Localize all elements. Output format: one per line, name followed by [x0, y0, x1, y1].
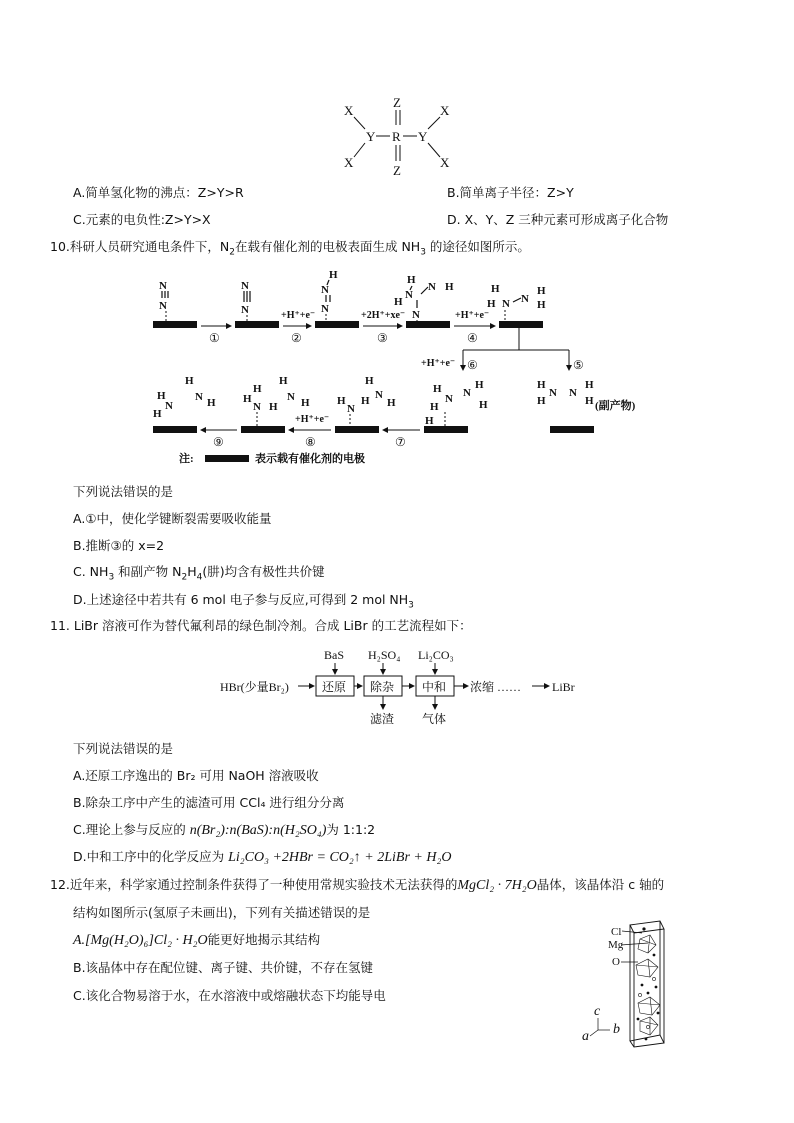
svg-text:H: H: [279, 375, 288, 387]
q10-option-c: C. $NH_3$ 和副产物 $N_2H_4$(肼)均含有极性共价键: [73, 564, 325, 583]
step-5: ⑤: [573, 358, 584, 372]
note-text: 表示载有催化剂的电极: [255, 453, 365, 465]
svg-text:N: N: [412, 309, 420, 321]
svg-text:+H⁺+e⁻: +H⁺+e⁻: [455, 310, 490, 321]
electrode: [499, 321, 543, 328]
q9-structure-diagram: [330, 95, 470, 177]
electrode: [315, 321, 359, 328]
flow-out-gas: 气体: [422, 712, 447, 726]
svg-text:H: H: [337, 395, 346, 407]
electrode: [550, 426, 594, 433]
flow-reagent-bas: BaS: [324, 648, 345, 662]
atom-z: Z: [393, 163, 401, 177]
step-8: ⑧: [305, 435, 316, 449]
label-cl: Cl: [611, 926, 622, 938]
q9-option-c: C.元素的电负性:Z>Y>X: [73, 212, 211, 227]
svg-text:N: N: [549, 387, 557, 399]
svg-text:H: H: [585, 379, 594, 391]
electrode: [153, 321, 197, 328]
label-mg: Mg: [608, 939, 624, 951]
svg-text:N: N: [445, 393, 453, 405]
step-7: ⑦: [395, 435, 406, 449]
q12-stem-line1: 12.近年来，科学家通过控制条件获得了一种使用常规实验技术无法获得的MgCl₂ · 7H₂O晶体，该晶体沿 c 轴的: [50, 877, 665, 893]
flow-box-neutral: 中和: [422, 680, 447, 694]
svg-text:H: H: [537, 379, 546, 391]
svg-text:N: N: [241, 280, 249, 292]
electrode: [424, 426, 468, 433]
svg-text:N: N: [159, 280, 167, 292]
svg-text:N: N: [287, 391, 295, 403]
q11-stem: 11. LiBr 溶液可作为替代氟利昂的绿色制冷剂。合成 LiBr 的工艺流程如下：: [50, 618, 472, 633]
svg-text:H: H: [585, 395, 594, 407]
atom-x: X: [344, 155, 354, 170]
q10-option-b: B.推断③的 x=2: [73, 538, 165, 553]
svg-text:N: N: [159, 300, 167, 312]
step-4: ④: [467, 331, 478, 345]
electrode: [153, 426, 197, 433]
svg-text:N: N: [321, 303, 329, 315]
svg-text:N: N: [165, 400, 173, 412]
q11-option-d: D.中和工序中的化学反应为 Li₂CO₃ +2HBr = CO₂↑ + 2LiBr + H₂O: [73, 849, 452, 865]
svg-text:H: H: [394, 296, 403, 308]
axis-b: b: [613, 1022, 620, 1037]
svg-text:N: N: [405, 289, 413, 301]
step-2: ②: [291, 331, 302, 345]
svg-text:H: H: [253, 383, 262, 395]
svg-text:N: N: [253, 401, 261, 413]
svg-text:H: H: [269, 401, 278, 413]
svg-text:(副产物): (副产物): [595, 400, 636, 412]
flow-product: LiBr: [552, 680, 575, 694]
q12-option-a: A.[Mg(H₂O)₆]Cl₂ · H₂O能更好地揭示其结构: [73, 932, 321, 948]
q12-crystal-diagram: [578, 915, 688, 1050]
svg-text:H: H: [361, 395, 370, 407]
step-6: ⑥: [467, 358, 478, 372]
svg-text:H: H: [365, 375, 374, 387]
svg-text:H: H: [387, 397, 396, 409]
q12-stem-line2: 结构如图所示(氢原子未画出)，下列有关描述错误的是: [73, 905, 371, 920]
svg-text:N: N: [502, 298, 510, 310]
note-prefix: 注:: [179, 453, 194, 465]
svg-text:N: N: [241, 304, 249, 316]
note-electrode: [205, 455, 249, 462]
atom-y: Y: [418, 129, 428, 144]
q11-flow-diagram: [218, 643, 588, 733]
q12-option-b: B.该晶体中存在配位键、离子键、共价键，不存在氢键: [73, 960, 374, 975]
electrode: [241, 426, 285, 433]
svg-text:+2H⁺+xe⁻: +2H⁺+xe⁻: [361, 310, 406, 321]
svg-text:H: H: [537, 395, 546, 407]
svg-text:N: N: [521, 293, 529, 305]
flow-input: HBr(少量Br₂): [220, 680, 289, 694]
q10-prompt: 下列说法错误的是: [73, 484, 174, 499]
svg-text:H: H: [479, 399, 488, 411]
svg-text:H: H: [445, 281, 454, 293]
q12-option-c: C.该化合物易溶于水，在水溶液中或熔融状态下均能导电: [73, 988, 386, 1003]
svg-text:H: H: [425, 415, 434, 427]
svg-text:H: H: [537, 285, 546, 297]
svg-text:H: H: [243, 393, 252, 405]
step-9: ⑨: [213, 435, 224, 449]
svg-text:H: H: [475, 379, 484, 391]
step-3: ③: [377, 331, 388, 345]
q11-option-c: C.理论上参与反应的 n(Br₂):n(BaS):n(H₂SO₄)为 1:1:2: [73, 822, 376, 838]
flow-box-purify: 除杂: [370, 680, 395, 694]
svg-text:+H⁺+e⁻: +H⁺+e⁻: [295, 414, 330, 425]
svg-text:H: H: [433, 383, 442, 395]
svg-text:N: N: [569, 387, 577, 399]
axis-a: a: [582, 1029, 589, 1044]
atom-y: Y: [366, 129, 376, 144]
svg-text:N: N: [195, 391, 203, 403]
label-o: O: [612, 956, 620, 968]
atom-r: R: [392, 129, 401, 144]
svg-text:H: H: [153, 408, 162, 420]
atom-z: Z: [393, 95, 401, 110]
q11-prompt: 下列说法错误的是: [73, 741, 174, 756]
q9-option-a: A.简单氢化物的沸点：Z>Y>R: [73, 185, 244, 200]
q10-stem: 10.科研人员研究通电条件下，$N_2$在载有催化剂的电极表面生成 $NH_3$ 的途径如图所示。: [50, 239, 530, 258]
svg-text:N: N: [347, 403, 355, 415]
flow-out-residue: 滤渣: [370, 712, 395, 726]
electrode: [335, 426, 379, 433]
q9-option-b: B.简单离子半径：Z>Y: [447, 185, 574, 200]
svg-text:H: H: [207, 397, 216, 409]
electrode: [235, 321, 279, 328]
svg-text:+H⁺+e⁻: +H⁺+e⁻: [281, 310, 316, 321]
flow-reagent-h2so4: H₂SO₄: [368, 648, 401, 662]
flow-after: 浓缩 ……: [470, 680, 522, 694]
svg-text:H: H: [430, 401, 439, 413]
flow-reagent-li2co3: Li₂CO₃: [418, 648, 454, 662]
atom-x: X: [440, 103, 450, 118]
q9-option-d: D. X、Y、Z 三种元素可形成离子化合物: [447, 212, 669, 227]
svg-text:H: H: [491, 283, 500, 295]
svg-text:H: H: [301, 397, 310, 409]
svg-text:H: H: [487, 298, 496, 310]
svg-text:H: H: [537, 299, 546, 311]
atom-x: X: [440, 155, 450, 170]
flow-box-reduce: 还原: [322, 680, 347, 694]
q11-option-a: A.还原工序逸出的 Br₂ 可用 NaOH 溶液吸收: [73, 768, 319, 783]
svg-text:N: N: [428, 281, 436, 293]
step-1: ①: [209, 331, 220, 345]
q10-option-a: A.①中，使化学键断裂需要吸收能量: [73, 511, 272, 526]
svg-text:N: N: [375, 389, 383, 401]
svg-text:+H⁺+e⁻: +H⁺+e⁻: [421, 358, 456, 369]
svg-text:N: N: [463, 387, 471, 399]
q11-option-b: B.除杂工序中产生的滤渣可用 CCl₄ 进行组分分离: [73, 795, 345, 810]
svg-text:H: H: [185, 375, 194, 387]
svg-text:N: N: [321, 284, 329, 296]
electrode: [406, 321, 450, 328]
svg-text:H: H: [329, 269, 338, 281]
axis-c: c: [594, 1004, 601, 1019]
svg-text:H: H: [157, 390, 166, 402]
atom-x: X: [344, 103, 354, 118]
q10-pathway-diagram: [145, 262, 665, 472]
svg-text:H: H: [407, 274, 416, 286]
q10-option-d: D.上述途径中若共有 6 mol 电子参与反应,可得到 2 mol $NH_3$: [73, 592, 414, 611]
